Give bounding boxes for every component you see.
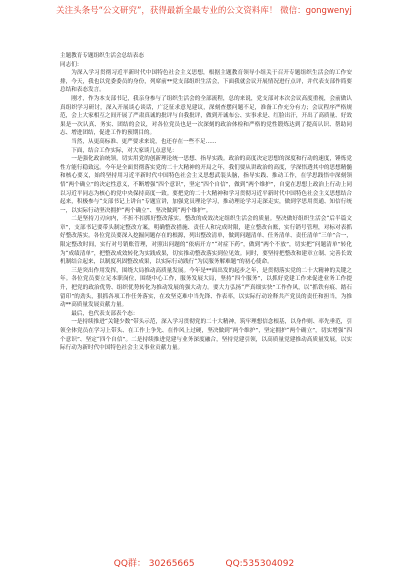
qq-number-text: QQ:535304092 (225, 559, 295, 569)
paragraph-7: 三是突出作用发挥，围绕大局推动高质量发展。今年是**面出发的起步之年，是贯彻落实党的二十大精神的关键之年。各位党员要立足本职岗位，围绕中心工作，服务发展大局，坚持“四个服务”，以抓好党建工作来促进业务工作提升，把党的政治优势、组织优势转化为推动发展的强大动力。要大力弘扬“严真细实快”工作作风，以“抓铁有痕、踏石留印”的劲头，狠抓各项工作任务落实，在攻坚克难中当先锋、作表率，以实际行动诠释共产党员的责任和担当，为推动**高质量发展贡献力量。 (60, 267, 352, 309)
qq-group-text: QQ群： 30265665 (113, 559, 195, 569)
document-title: 主题教育专题组织生活会总结表态 (60, 53, 144, 59)
paragraph-1: 为深入学习贯彻习近平新时代中国特色社会主义思想，根据主题教育领导小组关于召开专题组织生活会的工作安排，今天，我也以党委委员的身份，列席前**党支部组织生活会，下面我就会议开展情况进行点评，并代表支部作简要总结和表态发言。 (60, 70, 352, 94)
paragraph-3: 当然，从更高标准、更严要求来说，也还存在一些不足…… (71, 138, 217, 145)
paragraph-9: 一是持续推进“关键少数”带头示范，深入学习贯彻党的二十大精神，筑牢理想信念根基，以身作则、率先垂范，引领全体党员在学习上带头、在工作上争先、在作风上过硬，坚决做到“两个维护”，坚定拥护“两个确立”，切实增强“四个意识”、坚定“四个自信”。二是持续推进党建与业务深度融合，坚持党建引领，以高质量党建推动高质量发展，以实际行动为新时代中国特色社会主义事业贡献力量。 (60, 319, 352, 352)
document-page (60, 52, 352, 540)
greeting: 同志们： (60, 61, 83, 68)
paragraph-8: 最后，也代表支部表个态： (71, 310, 139, 317)
paragraph-4: 下面，结合工作实际，对大家谈几点意见： (71, 147, 178, 154)
paragraph-5: 一是强化政治统领，切实用党的创新理论统一思想、指导实践。政治的高度决定思想的深度和行动的速度，锤炼党性方能行稳致远。今年是全面贯彻落实党的二十大精神的开局之年，我们要从讲政治的高度，学深悟透其中的思想精髓和核心要义，始终坚持用习近平新时代中国特色社会主义思想武装头脑，指导实践、推动工作，在学思践悟中深刻领悟“两个确立”的决定性意义，不断增强“四个意识”，坚定“四个自信”，做到“两个维护”，自觉在思想上政治上行动上同以习近平同志为核心的党中央保持高度一致。要把党的二十大精神和学习贯彻习近平新时代中国特色社会主义思想结合起来，积极参与“支部书记上讲台”专题宣讲，加强党员理论学习，推动理论学习走深走实，做到学思用贯通、知信行统一，以实际行动坚决拥护“两个确立”、坚决做到“两个维护”。 (60, 156, 352, 214)
top-promo-banner: 关注头条号“公文研究”，获得最新全最专业的公文资料库！ 微信：gongwenyj (56, 6, 352, 16)
paragraph-2: 刚才，作为本支部书记，我亲身参与了组织生活会的全部流程，总的来说，党支部对本次会议高度重视，会前做认真组织学习研讨，深入开展谈心谈话，广泛征求意见建议，深刻查摆问题不足，准备工作充分有力；会议程序严格规范，会上大家相互之间开展了严肃真诚的批评与自我批评，做到开诚布公、实事求是、红脸出汗，开出了高质量、好效果是一次认真、务实、团结的会议，对各位党员也是一次深刻的政治体检和严格的党性锻炼达到了提高认识、帮助同志、增进团结，促进工作的预期目的。 (60, 95, 352, 137)
paragraph-6: 二是坚持刀刃向内，不折不扣抓好整改落实。整改的成效决定组织生活会的质量。坚决做好组织生活会“后半篇文章”，支部书记要带头制定整改方案，明确整改措施、责任人和完成时限，建立整改台账，实行销号管理，对标对表抓好整改落实。各位党员要深入挖掘问题存在的根源，列出整改清单，做到问题清单、任务清单、责任清单“三单”合一，限定整改时间，实行对号销账管理，对照出问题的“依病开方”“对症下药”，做到“两个不放”，切实把“问题清单”转化为“成绩清单”，把整改成效转化为实践成果，切实推动整改落实到位见效。同时，要坚持把整改和建章立制、完善长效机制结合起来，以制度巩固整改成果，以实际行动践行“为民服务解难题”的初心使命。 (60, 216, 352, 266)
bottom-contact-banner (0, 559, 408, 570)
